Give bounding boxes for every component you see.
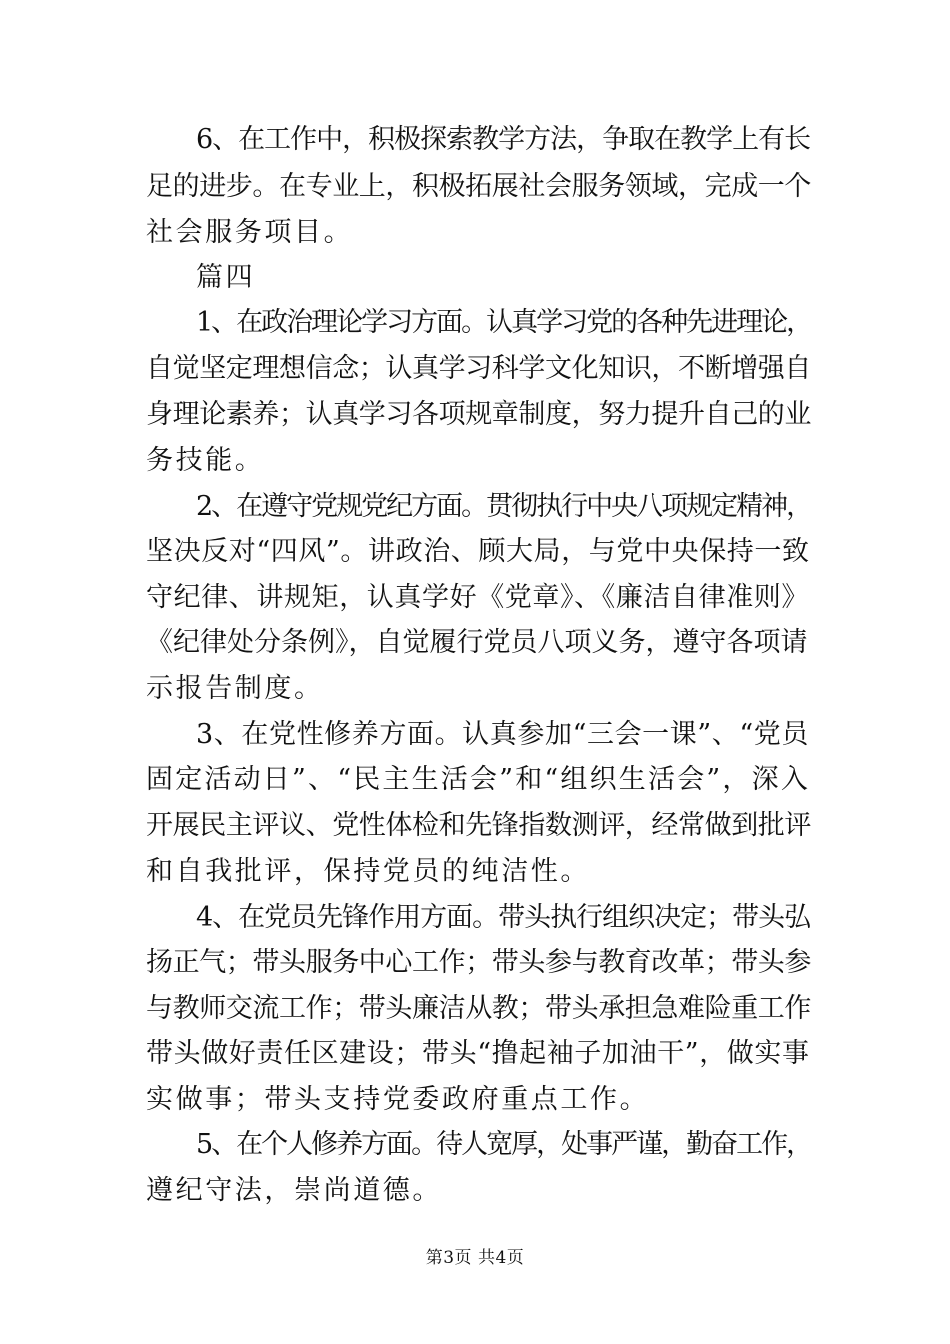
- text-line: 身理论素养；认真学习各项规章制度，努力提升自己的业: [146, 399, 811, 430]
- text-line: 6、在工作中，积极探索教学方法，争取在教学上有长: [196, 124, 811, 155]
- text-line: 4、在党员先锋作用方面。带头执行组织决定；带头弘: [196, 902, 811, 933]
- text-line: 与教师交流工作；带头廉洁从教；带头承担急难险重工作: [146, 993, 811, 1024]
- text-line: 和自我批评，保持党员的纯洁性。: [146, 856, 590, 887]
- text-line: 社会服务项目。: [146, 217, 354, 248]
- text-line: 开展民主评议、党性体检和先锋指数测评，经常做到批评: [146, 810, 811, 841]
- text-line: 务技能。: [146, 445, 265, 476]
- text-line: 守纪律、讲规矩，认真学好《党章》、《廉洁自律准则》: [146, 582, 809, 613]
- text-line: 5、在个人修养方面。待人宽厚，处事严谨，勤奋工作，: [196, 1129, 812, 1160]
- text-line: 示报告制度。: [146, 673, 324, 704]
- text-line: 坚决反对“四风”。讲政治、顾大局，与党中央保持一致: [146, 536, 810, 567]
- page-number-footer: 第3页 共4页: [425, 1248, 525, 1268]
- section-heading: 篇四: [196, 262, 256, 293]
- text-line: 3、在党性修养方面。认真参加“三会一课”、“党员: [196, 719, 809, 750]
- text-line: 固定活动日”、“民主生活会”和“组织生活会”，深入: [146, 764, 811, 795]
- text-line: 1、在政治理论学习方面。认真学习党的各种先进理论，: [196, 307, 812, 338]
- text-line: 足的进步。在专业上，积极拓展社会服务领域，完成一个: [146, 171, 811, 202]
- text-line: 实做事；带头支持党委政府重点工作。: [146, 1084, 650, 1115]
- text-line: 扬正气；带头服务中心工作；带头参与教育改革；带头参: [146, 947, 811, 978]
- text-line: 《纪律处分条例》，自觉履行党员八项义务，遵守各项请: [146, 627, 808, 658]
- text-line: 遵纪守法，崇尚道德。: [146, 1175, 442, 1206]
- text-line: 2、在遵守党规党纪方面。贯彻执行中央八项规定精神，: [196, 491, 812, 522]
- text-line: 自觉坚定理想信念；认真学习科学文化知识，不断增强自: [146, 353, 811, 384]
- text-line: 带头做好责任区建设；带头“撸起袖子加油干”，做实事: [146, 1038, 810, 1069]
